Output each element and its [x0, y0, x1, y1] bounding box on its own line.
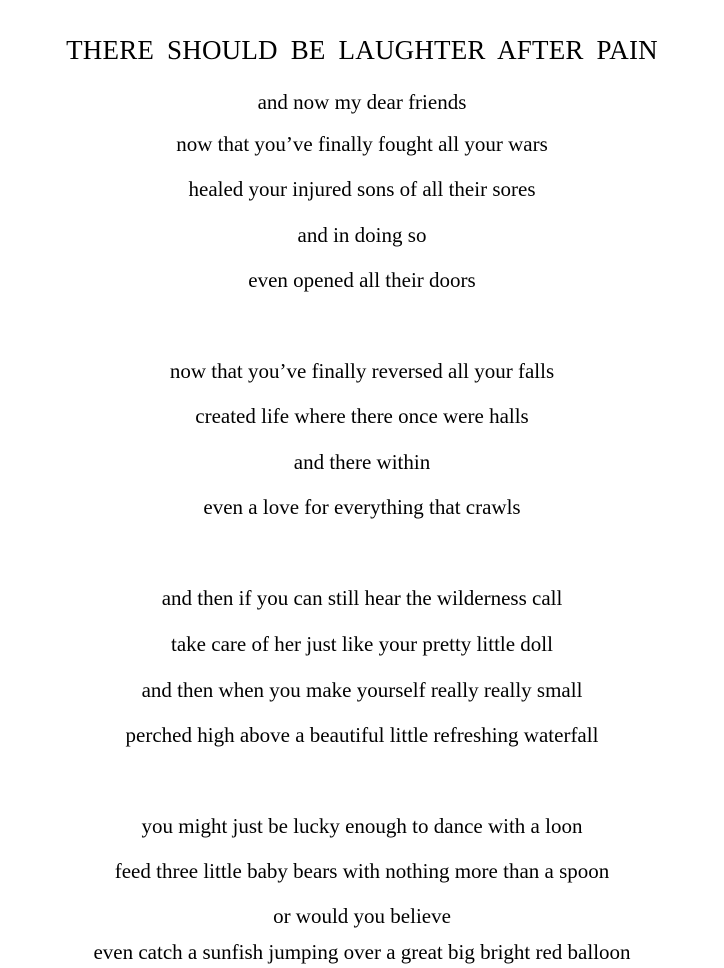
poem-line: even catch a sunfish jumping over a great big bright red balloon	[93, 940, 631, 964]
poem-line: even opened all their doors	[248, 268, 476, 292]
poem-line: and in doing so	[297, 223, 427, 247]
poem-line: perched high above a beautiful little refreshing waterfall	[125, 723, 599, 747]
poem-line: healed your injured sons of all their sores	[188, 177, 536, 201]
poem-line: even a love for everything that crawls	[203, 495, 521, 519]
poem-title: THERE SHOULD BE LAUGHTER AFTER PAIN	[66, 35, 658, 65]
poem-line: and now my dear friends	[257, 90, 467, 114]
poem-line: you might just be lucky enough to dance with a loon	[141, 814, 583, 838]
poem-line: now that you’ve finally reversed all your falls	[169, 359, 555, 383]
poem-line: now that you’ve finally fought all your wars	[176, 132, 548, 156]
poem-line: and there within	[293, 450, 431, 474]
poem-line: and then if you can still hear the wilderness call	[161, 586, 563, 610]
poem-line: take care of her just like your pretty little doll	[171, 632, 553, 656]
poem-line: feed three little baby bears with nothing more than a spoon	[114, 859, 610, 883]
poem-line: created life where there once were halls	[195, 404, 529, 428]
poem-line: and then when you make yourself really really small	[141, 678, 583, 702]
poem-line: or would you believe	[273, 904, 451, 928]
